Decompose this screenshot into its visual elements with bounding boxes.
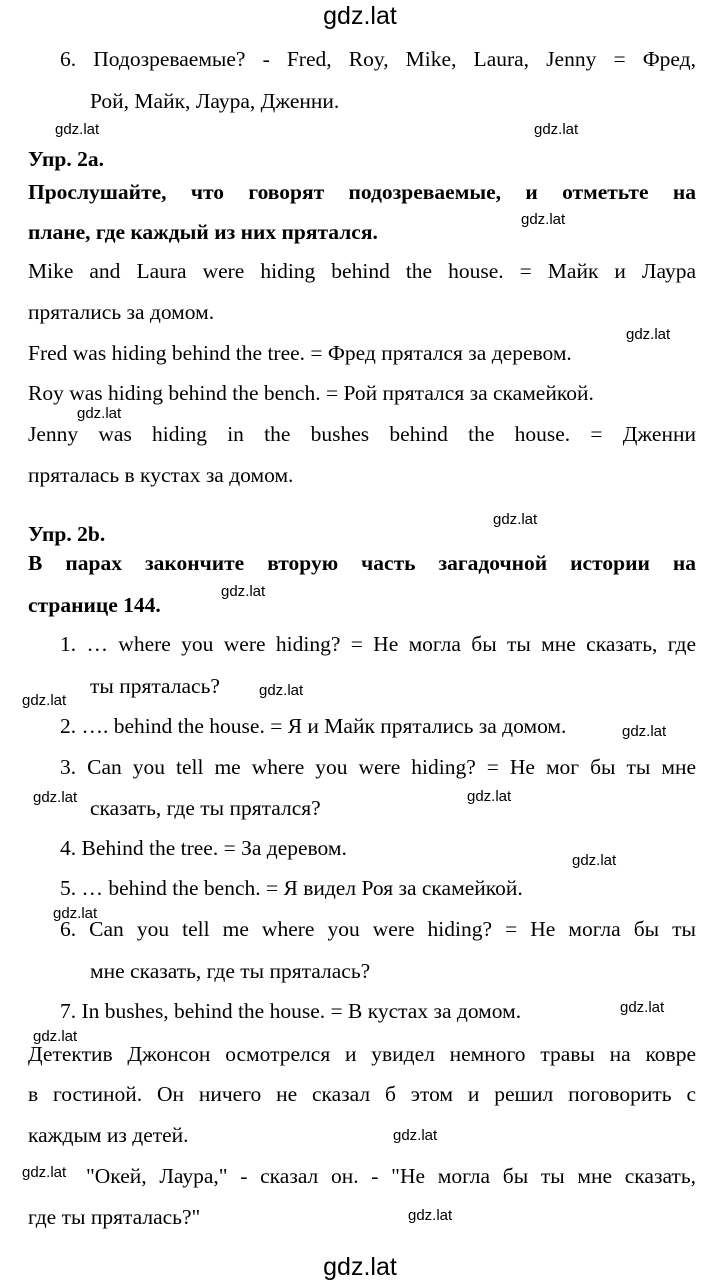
ex2b-item-7: 7. In bushes, behind the house. = В кустах за домом.: [60, 999, 522, 1023]
ex2b-story-line-1: Детектив Джонсон осмотрелся и увидел немного травы на ковре: [28, 1042, 696, 1066]
watermark: gdz.lat: [259, 682, 304, 699]
watermark: gdz.lat: [221, 583, 266, 600]
ex2a-p2: Fred was hiding behind the tree. = Фред прятался за деревом.: [28, 341, 572, 365]
watermark: gdz.lat: [393, 1127, 438, 1144]
ex2b-quote-line-2: где ты пряталась?": [28, 1205, 201, 1229]
watermark: gdz.lat: [408, 1207, 453, 1224]
ex2a-task-line-1: Прослушайте, что говорят подозреваемые, и отметьте на: [28, 180, 696, 204]
watermark: gdz.lat: [620, 999, 665, 1016]
watermark: gdz.lat: [467, 788, 512, 805]
site-header: gdz.lat: [323, 2, 397, 30]
watermark: gdz.lat: [22, 692, 67, 709]
watermark: gdz.lat: [493, 511, 538, 528]
ex2b-title: Упр. 2b.: [28, 522, 106, 546]
intro-line-1: 6. Подозреваемые? - Fred, Roy, Mike, Laura, Jenny = Фред,: [60, 47, 696, 71]
ex2a-p1-line-1: Mike and Laura were hiding behind the house. = Майк и Лаура: [28, 259, 696, 283]
ex2b-item-3-line-2: сказать, где ты прятался?: [90, 796, 321, 820]
ex2b-task-line-1: В парах закончите вторую часть загадочной истории на: [28, 551, 696, 575]
watermark: gdz.lat: [33, 1028, 78, 1045]
site-footer: gdz.lat: [323, 1253, 397, 1281]
watermark: gdz.lat: [626, 326, 671, 343]
watermark: gdz.lat: [22, 1164, 67, 1181]
ex2b-item-6-line-2: мне сказать, где ты пряталась?: [90, 959, 371, 983]
ex2b-story-line-3: каждым из детей.: [28, 1123, 189, 1147]
ex2b-item-4: 4. Behind the tree. = За деревом.: [60, 836, 347, 860]
ex2b-task-line-2: странице 144.: [28, 593, 161, 617]
ex2b-item-5: 5. … behind the bench. = Я видел Роя за скамейкой.: [60, 876, 523, 900]
ex2a-p4-line-1: Jenny was hiding in the bushes behind the house. = Дженни: [28, 422, 696, 446]
watermark: gdz.lat: [53, 905, 98, 922]
intro-line-2: Рой, Майк, Лаура, Дженни.: [90, 89, 340, 113]
ex2b-item-2: 2. …. behind the house. = Я и Майк прятались за домом.: [60, 714, 567, 738]
ex2a-task-line-2: плане, где каждый из них прятался.: [28, 220, 378, 244]
watermark: gdz.lat: [77, 405, 122, 422]
watermark: gdz.lat: [534, 121, 579, 138]
ex2a-title: Упр. 2a.: [28, 147, 104, 171]
ex2b-item-1-line-1: 1. … where you were hiding? = Не могла бы ты мне сказать, где: [60, 632, 696, 656]
ex2b-item-6-line-1: 6. Can you tell me where you were hiding? = Не могла бы ты: [60, 917, 696, 941]
ex2b-story-line-2: в гостиной. Он ничего не сказал б этом и решил поговорить с: [28, 1082, 696, 1106]
ex2b-item-1-line-2: ты пряталась?: [90, 674, 220, 698]
ex2a-p3: Roy was hiding behind the bench. = Рой прятался за скамейкой.: [28, 381, 594, 405]
watermark: gdz.lat: [622, 723, 667, 740]
ex2a-p4-line-2: пряталась в кустах за домом.: [28, 463, 294, 487]
watermark: gdz.lat: [33, 789, 78, 806]
ex2b-item-3-line-1: 3. Can you tell me where you were hiding? = Не мог бы ты мне: [60, 755, 696, 779]
ex2b-quote-line-1: "Окей, Лаура," - сказал он. - "Не могла бы ты мне сказать,: [86, 1164, 696, 1188]
watermark: gdz.lat: [572, 852, 617, 869]
watermark: gdz.lat: [521, 211, 566, 228]
ex2a-p1-line-2: прятались за домом.: [28, 300, 215, 324]
watermark: gdz.lat: [55, 121, 100, 138]
